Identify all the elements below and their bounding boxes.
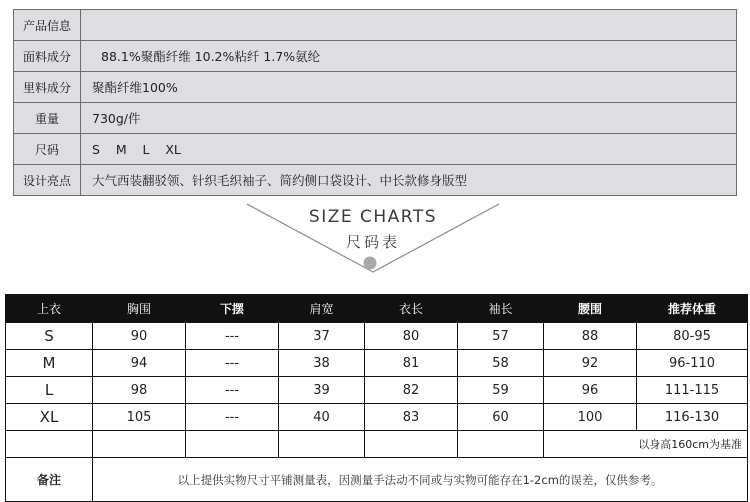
header-sleeve: 袖长	[458, 295, 544, 323]
size-label: S	[6, 323, 93, 350]
sleeve-value: 58	[458, 350, 544, 377]
fabric-label: 面料成分	[14, 41, 81, 72]
shoulder-value: 40	[279, 404, 365, 431]
chest-value: 90	[93, 323, 186, 350]
design-value: 大气西装翻驳领、针织毛织袖子、简约侧口袋设计、中长款修身版型	[81, 165, 737, 196]
waist-value: 100	[544, 404, 637, 431]
hem-value: ---	[186, 377, 279, 404]
waist-value: 96	[544, 377, 637, 404]
chest-value: 98	[93, 377, 186, 404]
weight-value: 116-130	[637, 404, 748, 431]
note-label: 备注	[6, 458, 93, 502]
weight-label: 重量	[14, 103, 81, 134]
empty-cell	[458, 431, 544, 458]
empty-cell	[279, 431, 365, 458]
chest-value: 105	[93, 404, 186, 431]
weight-row	[14, 103, 737, 134]
size-label: L	[6, 377, 93, 404]
header-waist: 腰围	[544, 295, 637, 323]
shoulder-value: 37	[279, 323, 365, 350]
sleeve-value: 57	[458, 323, 544, 350]
chest-value: 94	[93, 350, 186, 377]
shoulder-value: 38	[279, 350, 365, 377]
length-value: 81	[365, 350, 458, 377]
header-length: 衣长	[365, 295, 458, 323]
header-weight: 推荐体重	[637, 295, 748, 323]
hem-value: ---	[186, 404, 279, 431]
table-row	[6, 377, 748, 404]
size-chart-table	[5, 294, 748, 502]
note-text: 以上提供实物尺寸平铺测量表，因测量手法动不同或与实物可能存在1-2cm的误差，仅供参考。	[93, 458, 748, 502]
empty-cell	[186, 431, 279, 458]
length-value: 80	[365, 323, 458, 350]
table-row	[6, 350, 748, 377]
weight-value: 730g/件	[81, 103, 737, 134]
lining-row	[14, 72, 737, 103]
waist-value: 92	[544, 350, 637, 377]
length-value: 82	[365, 377, 458, 404]
shoulder-value: 39	[279, 377, 365, 404]
size-label: XL	[6, 404, 93, 431]
hem-value: ---	[186, 323, 279, 350]
product-info-title-row	[14, 10, 737, 41]
table-row	[6, 323, 748, 350]
dot-icon	[364, 257, 377, 270]
waist-value: 88	[544, 323, 637, 350]
note-row	[6, 458, 748, 502]
header-chest: 胸围	[93, 295, 186, 323]
lining-value: 聚酯纤维100%	[81, 72, 737, 103]
empty-cell	[365, 431, 458, 458]
fabric-value: 88.1%聚酯纤维 10.2%粘纤 1.7%氨纶	[81, 41, 737, 72]
design-row	[14, 165, 737, 196]
table-row	[6, 404, 748, 431]
size-label: M	[6, 350, 93, 377]
product-info-title-spacer	[81, 10, 737, 41]
empty-cell	[6, 431, 93, 458]
height-basis-note: 以身高160cm为基准	[544, 431, 748, 458]
design-label: 设计亮点	[14, 165, 81, 196]
lining-label: 里料成分	[14, 72, 81, 103]
product-info-title: 产品信息	[14, 10, 81, 41]
basis-row	[6, 431, 748, 458]
size-charts-subtitle: 尺码表	[345, 233, 400, 251]
sizes-label: 尺码	[14, 134, 81, 165]
sizes-row	[14, 134, 737, 165]
header-shoulder: 肩宽	[279, 295, 365, 323]
length-value: 83	[365, 404, 458, 431]
product-info-table	[13, 9, 737, 196]
sleeve-value: 60	[458, 404, 544, 431]
empty-cell	[93, 431, 186, 458]
size-charts-title: SIZE CHARTS	[308, 207, 438, 227]
header-hem: 下摆	[186, 295, 279, 323]
sleeve-value: 59	[458, 377, 544, 404]
size-table-header-row	[6, 295, 748, 323]
header-top: 上衣	[6, 295, 93, 323]
fabric-row	[14, 41, 737, 72]
sizes-value: S M L XL	[81, 134, 737, 165]
weight-value: 80-95	[637, 323, 748, 350]
weight-value: 111-115	[637, 377, 748, 404]
weight-value: 96-110	[637, 350, 748, 377]
hem-value: ---	[186, 350, 279, 377]
